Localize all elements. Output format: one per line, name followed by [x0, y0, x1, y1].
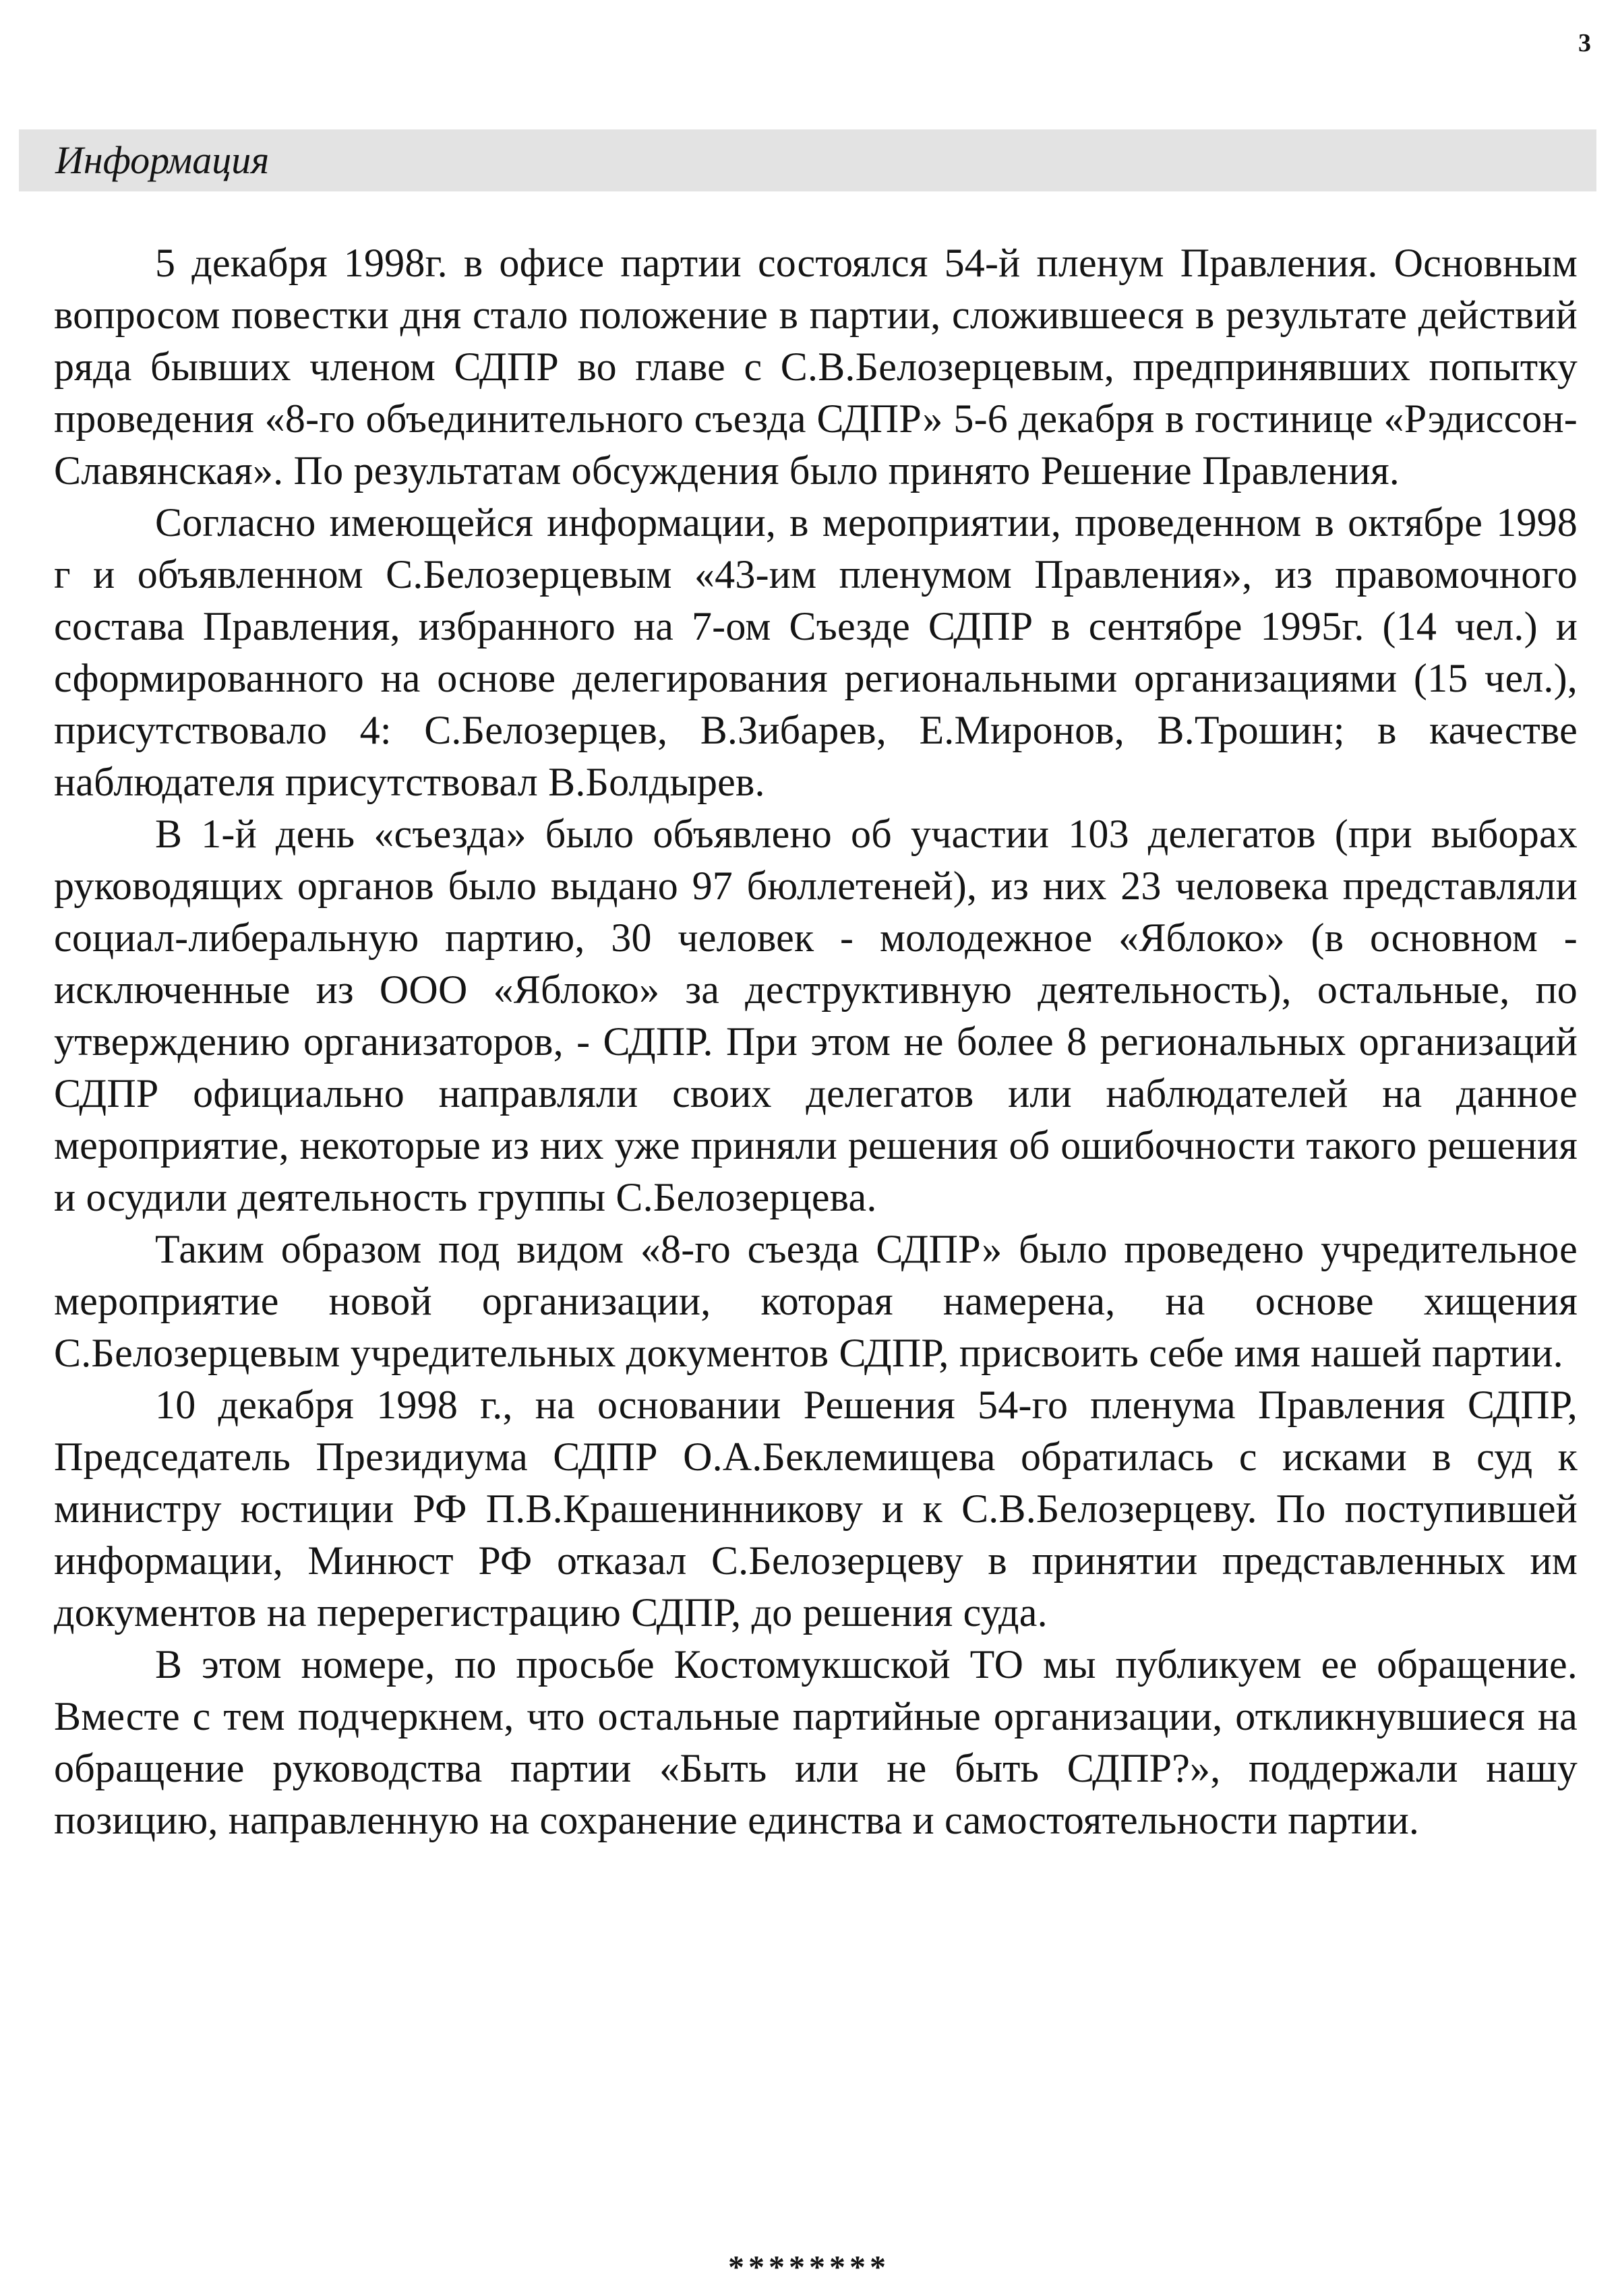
- section-title: Информация: [55, 138, 270, 182]
- paragraph: В 1-й день «съезда» было объявлено об участии 103 делегатов (при выборах руководящих органов было выдано 97 бюллетеней), из них 23 человека представляли социал-либеральную партию, 30 человек - молодежное «Яблоко» (в основном - исключенные из ООО «Яблоко» за деструктивную деятельность), остальные, по утверждению организаторов, - СДПР. При этом не более 8 региональных организаций СДПР официально направляли своих делегатов или наблюдателей на данное мероприятие, некоторые из них уже приняли решения об ошибочности такого решения и осудили деятельность группы С.Белозерцева.: [54, 812, 1578, 1219]
- article-body: [54, 237, 1578, 1846]
- page-number: 3: [1578, 29, 1591, 57]
- section-header-bar: [19, 129, 1596, 191]
- paragraph: Согласно имеющейся информации, в мероприятии, проведенном в октябре 1998 г и объявленном С.Белозерцевым «43-им пленумом Правления», из правомочного состава Правления, избранного на 7-ом Съезде СДПР в сентябре 1995г. (14 чел.) и сформированного на основе делегирования региональными организациями (15 чел.), присутствовало 4: С.Белозерцев, В.Зибарев, Е.Миронов, В.Трошин; в качестве наблюдателя присутствовал В.Болдырев.: [54, 500, 1578, 804]
- paragraph: Таким образом под видом «8-го съезда СДПР» было проведено учредительное мероприятие новой организации, которая намерена, на основе хищения С.Белозерцевым учредительных документов СДПР, присвоить себе имя нашей партии.: [54, 1227, 1578, 1375]
- paragraph: В этом номере, по просьбе Костомукшской ТО мы публикуем ее обращение. Вместе с тем подчеркнем, что остальные партийные организации, откликнувшиеся на обращение руководства партии «Быть или не быть СДПР?», поддержали нашу позицию, направленную на сохранение единства и самостоятельности партии.: [54, 1642, 1578, 1842]
- section-separator: ********: [728, 2249, 890, 2285]
- paragraph: 10 декабря 1998 г., на основании Решения 54-го пленума Правления СДПР, Председатель Президиума СДПР О.А.Беклемищева обратилась с исками в суд к министру юстиции РФ П.В.Крашенинникову и к С.В.Белозерцеву. По поступившей информации, Минюст РФ отказал С.Белозерцеву в принятии представленных им документов на перерегистрацию СДПР, до решения суда.: [54, 1383, 1578, 1635]
- paragraph: 5 декабря 1998г. в офисе партии состоялся 54-й пленум Правления. Основным вопросом повестки дня стало положение в партии, сложившееся в результате действий ряда бывших членом СДПР во главе с С.В.Белозерцевым, предпринявших попытку проведения «8-го объединительного съезда СДПР» 5-6 декабря в гостинице «Рэдиссон-Славянская». По результатам обсуждения было принято Решение Правления.: [54, 241, 1578, 493]
